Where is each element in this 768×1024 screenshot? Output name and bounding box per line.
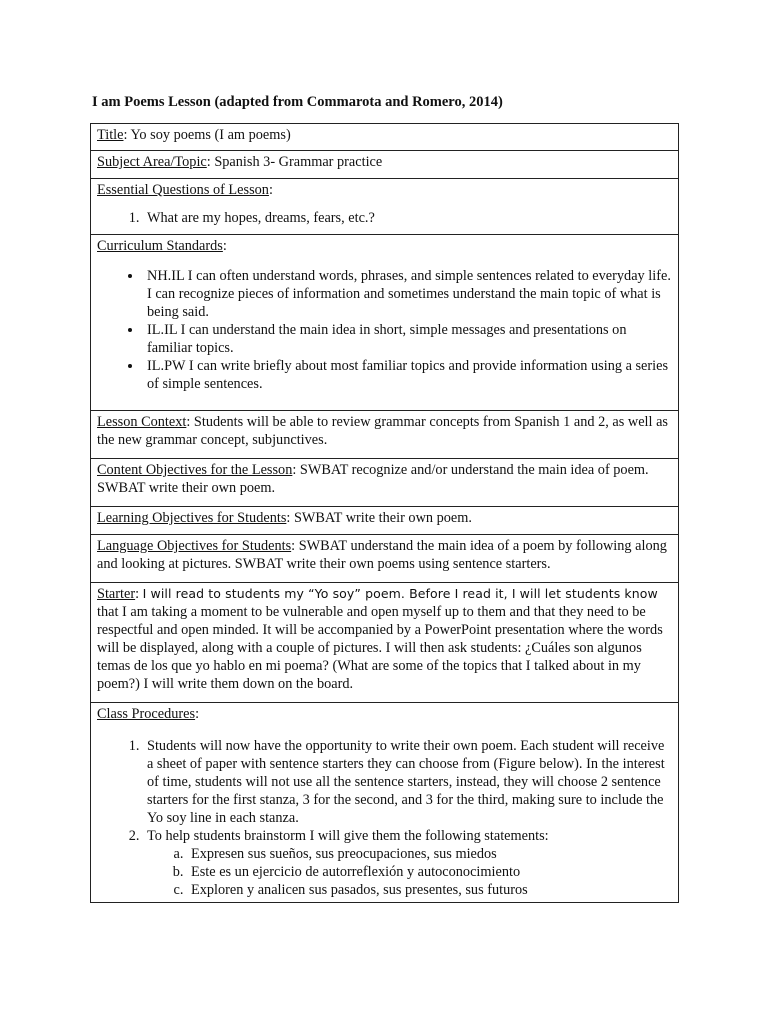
- row-language-objectives: Language Objectives for Students: SWBAT understand the main idea of a poem by following along and looking at pictures. SWBAT write their own poems using sentence starters.: [91, 535, 679, 583]
- row-class-procedures: Class Procedures: 1. Students will now have the opportunity to write their own poem. Each student will receive a sheet of paper with sentence starters they can choose from (Figure below). In the interest of time, students will not use all the sentence starters, instead, they will choose 2 sentence starters for the first stanza, 3 for the second, and 3 for the third, making sure to include the Yo soy line in each stanza. 2. To help students brainstorm I will give them the following statements: a. Expresen sus sueños, sus preocupaciones, sus miedos b. Este es un ejercicio de autorreflexión y autoconocimiento c. Exploren y analicen sus pasados, sus presentes, sus futuros: [91, 703, 679, 903]
- starter-text: that I am taking a moment to be vulnerable and open myself up to them and that they need to be respectful and open minded. It will be accompanied by a PowerPoint presentation where the words will be displayed, along with a couple of pictures. I will then ask students: ¿Cuáles son algunos temas de los que yo hablo en mi poema? (What are some of the topics that I talked about in my poem?) I will write them down on the board.: [97, 604, 663, 692]
- row-subject: Subject Area/Topic: Spanish 3- Grammar practice: [91, 151, 679, 179]
- subject-value: Spanish 3- Grammar practice: [214, 154, 383, 170]
- procedures-label: Class Procedures: [97, 706, 196, 722]
- standards-list: [97, 267, 672, 393]
- brainstorm-statements-list: [147, 845, 672, 899]
- subject-label: Subject Area/Topic: [97, 154, 207, 170]
- context-value: Students will be able to review grammar concepts from Spanish 1 and 2, as well as the new grammar concept, subjunctives.: [97, 414, 668, 448]
- list-item: 1. What are my hopes, dreams, fears, etc.?: [143, 209, 672, 227]
- row-content-objectives: Content Objectives for the Lesson: SWBAT recognize and/or understand the main idea of poem. SWBAT write their own poem.: [91, 459, 679, 507]
- procedures-list: [97, 737, 672, 899]
- document-title: I am Poems Lesson (adapted from Commarota and Romero, 2014): [92, 94, 503, 110]
- row-lesson-context: Lesson Context: Students will be able to review grammar concepts from Spanish 1 and 2, as well as the new grammar concept, subjunctives.: [91, 411, 679, 459]
- row-essential-questions: Essential Questions of Lesson: 1. What are my hopes, dreams, fears, etc.?: [91, 179, 679, 235]
- list-item: 1. Students will now have the opportunity to write their own poem. Each student will receive a sheet of paper with sentence starters they can choose from (Figure below). In the interest of time, students will not use all the sentence starters, instead, they will choose 2 sentence starters for the first stanza, 3 for the second, and 3 for the third, making sure to include the Yo soy line in each stanza.: [143, 737, 672, 827]
- content-objectives-value: SWBAT recognize and/or understand the main idea of poem. SWBAT write their own poem.: [97, 462, 649, 496]
- list-item-text: To help students brainstorm I will give them the following statements:: [147, 828, 549, 844]
- row-learning-objectives: Learning Objectives for Students: SWBAT write their own poem.: [91, 507, 679, 535]
- row-title: Title: Yo soy poems (I am poems): [91, 124, 679, 151]
- context-label: Lesson Context: [97, 414, 187, 430]
- starter-label: Starter: [97, 586, 136, 602]
- language-objectives-label: Language Objectives for Students: [97, 538, 292, 554]
- language-objectives-value: SWBAT understand the main idea of a poem by following along and looking at pictures. SWBAT write their own poems using sentence starters.: [97, 538, 667, 572]
- list-item: • NH.IL I can often understand words, phrases, and simple sentences related to everyday life. I can recognize pieces of information and sometimes understand the main topic of what is being said.: [143, 267, 672, 321]
- list-item: • IL.IL I can understand the main idea in short, simple messages and presentations on familiar topics.: [143, 321, 672, 357]
- row-starter: Starter: I will read to students my “Yo soy” poem. Before I read it, I will let students know that I am taking a moment to be vulnerable and open myself up to them and that they need to be respectful and open minded. It will be accompanied by a PowerPoint presentation where the words will be displayed, along with a couple of pictures. I will then ask students: ¿Cuáles son algunos temas de los que yo hablo en mi poema? (What are some of the topics that I talked about in my poem?) I will write them down on the board.: [91, 583, 679, 703]
- title-label: Title: [97, 127, 124, 143]
- list-item: b. Este es un ejercicio de autorreflexión y autoconocimiento: [187, 863, 672, 881]
- starter-first-line: I will read to students my “Yo soy” poem. Before I read it, I will let students know: [142, 586, 658, 601]
- learning-objectives-label: Learning Objectives for Students: [97, 510, 287, 526]
- essential-label: Essential Questions of Lesson: [97, 182, 269, 198]
- title-value: Yo soy poems (I am poems): [130, 127, 291, 143]
- list-item: • IL.PW I can write briefly about most familiar topics and provide information using a series of simple sentences.: [143, 357, 672, 393]
- list-item: [143, 827, 672, 899]
- list-item: a. Expresen sus sueños, sus preocupaciones, sus miedos: [187, 845, 672, 863]
- row-curriculum-standards: Curriculum Standards: • NH.IL I can often understand words, phrases, and simple sentences related to everyday life. I can recognize pieces of information and sometimes understand the main topic of what is being said. • IL.IL I can understand the main idea in short, simple messages and presentations on familiar topics. • IL.PW I can write briefly about most familiar topics and provide information using a series of simple sentences.: [91, 235, 679, 411]
- list-item: c. Exploren y analicen sus pasados, sus presentes, sus futuros: [187, 881, 672, 899]
- standards-label: Curriculum Standards: [97, 238, 223, 254]
- learning-objectives-value: SWBAT write their own poem.: [293, 510, 472, 526]
- content-objectives-label: Content Objectives for the Lesson: [97, 462, 293, 478]
- essential-list: [97, 209, 672, 227]
- lesson-plan-table: [90, 123, 679, 903]
